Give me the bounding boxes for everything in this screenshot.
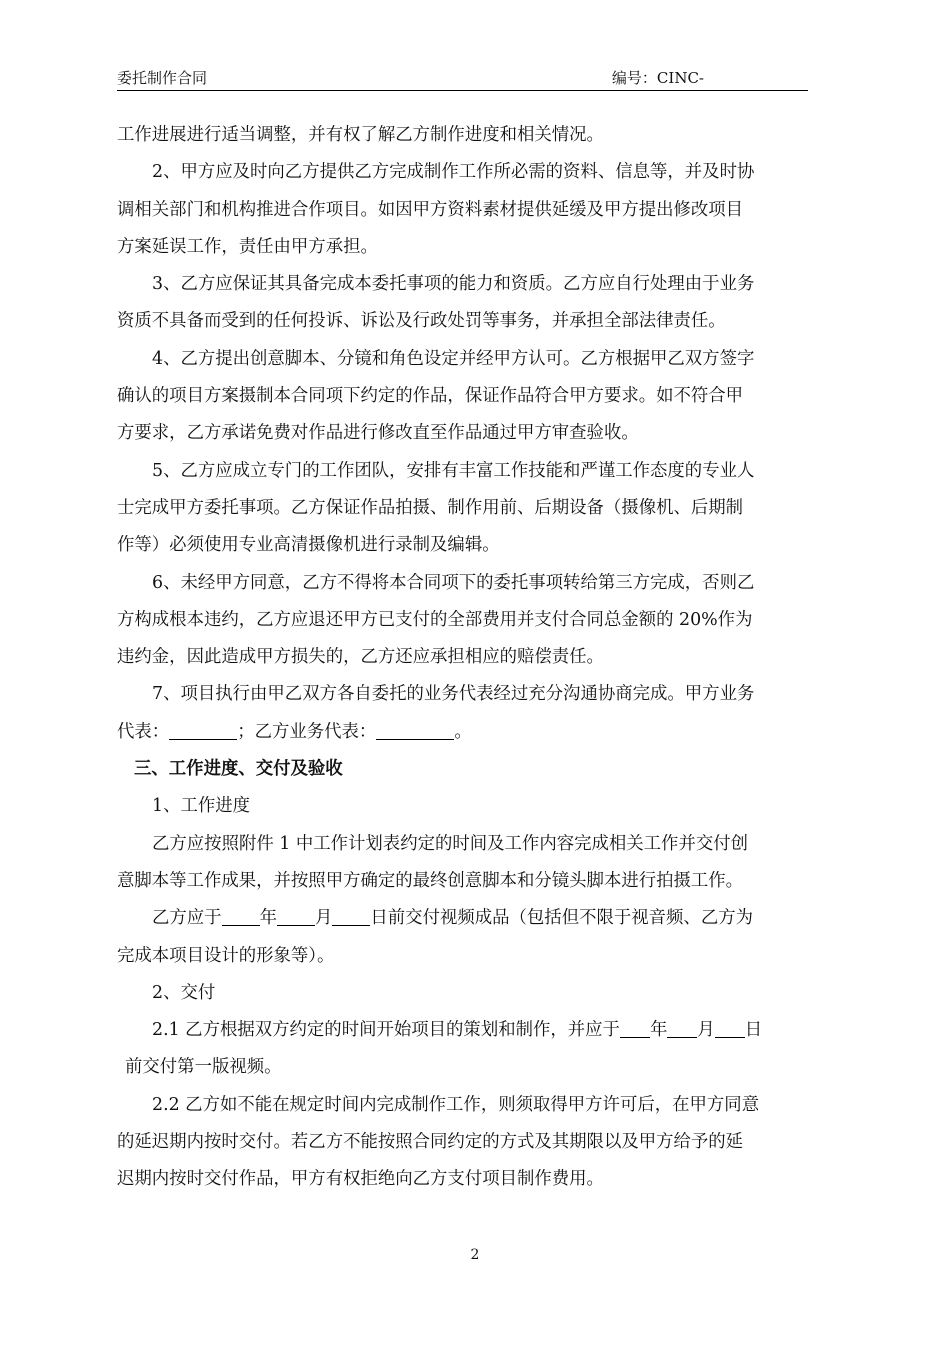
clause-3 — [117, 266, 808, 341]
subsection-heading: 2、交付 — [152, 982, 216, 1003]
text-line: 方案延误工作，责任由甲方承担。 — [117, 236, 378, 257]
text-line: 作等）必须使用专业高清摄像机进行录制及编辑。 — [117, 535, 500, 556]
text-line: 乙方应于 年 月 日前交付视频成品（包括但不限于视音频、乙方为 — [152, 908, 753, 929]
party-b-rep-label: ；乙方业务代表： — [237, 721, 377, 742]
page-header — [117, 66, 808, 91]
month-blank — [277, 908, 315, 926]
paragraph-continued — [117, 117, 808, 154]
text-line: 确认的项目方案摄制本合同项下约定的作品，保证作品符合甲方要求。如不符合甲 — [117, 386, 744, 407]
text-line: 的延迟期内按时交付。若乙方不能按照合同约定的方式及其期限以及甲方给予的延 — [117, 1132, 744, 1153]
text-line: 2、甲方应及时向乙方提供乙方完成制作工作所必需的资料、信息等，并及时协 — [152, 162, 755, 183]
text-line: 代表： ；乙方业务代表： 。 — [117, 721, 472, 742]
text-line: 完成本项目设计的形象等）。 — [117, 945, 335, 966]
clause-7 — [117, 676, 808, 751]
text-line: 7、项目执行由甲乙双方各自委托的业务代表经过充分沟通协商完成。甲方业务 — [152, 684, 755, 705]
clause-2-2 — [117, 1087, 808, 1199]
day-blank — [715, 1020, 745, 1038]
party-b-rep-blank — [376, 721, 454, 739]
day-blank — [332, 908, 370, 926]
subsection-heading: 1、工作进度 — [152, 796, 251, 817]
year-blank — [620, 1020, 650, 1038]
text-line: 前交付第一版视频。 — [125, 1057, 282, 1078]
year-blank — [222, 908, 260, 926]
header-contract-number: 编号：CINC- — [611, 69, 704, 87]
text-line: 士完成甲方委托事项。乙方保证作品拍摄、制作用前、后期设备（摄像机、后期制 — [117, 497, 744, 518]
text-line: 5、乙方应成立专门的工作团队，安排有丰富工作技能和严谨工作态度的专业人 — [152, 460, 755, 481]
text-line: 调相关部门和机构推进合作项目。如因甲方资料素材提供延缓及甲方提出修改项目 — [117, 199, 744, 220]
text-line: 工作进展进行适当调整，并有权了解乙方制作进度和相关情况。 — [117, 125, 604, 145]
clause-5 — [117, 453, 808, 565]
text-line: 意脚本等工作成果，并按照甲方确定的最终创意脚本和分镜头脚本进行拍摄工作。 — [117, 870, 744, 891]
section-heading: 三、工作进度、交付及验收 — [134, 759, 343, 780]
party-a-rep-label: 代表： — [117, 721, 170, 742]
clause-4 — [117, 341, 808, 453]
party-a-rep-blank — [169, 721, 237, 739]
clause-2 — [117, 154, 808, 266]
clause-6 — [117, 565, 808, 677]
text-line: 2.2 乙方如不能在规定时间内完成制作工作，则须取得甲方许可后，在甲方同意 — [152, 1094, 760, 1115]
text-line: 资质不具备而受到的任何投诉、诉讼及行政处罚等事务，并承担全部法律责任。 — [117, 311, 726, 332]
clause-2-1 — [117, 1012, 808, 1087]
page-number: 2 — [470, 1247, 480, 1263]
text-line: 2.1 乙方根据双方约定的时间开始项目的策划和制作，并应于 年 月 日 — [152, 1020, 763, 1041]
header-title: 委托制作合同 — [117, 69, 208, 87]
text-line: 方要求，乙方承诺免费对作品进行修改直至作品通过甲方审查验收。 — [117, 423, 639, 444]
text-line: 4、乙方提出创意脚本、分镜和角色设定并经甲方认可。乙方根据甲乙双方签字 — [152, 348, 755, 369]
text-line: 迟期内按时交付作品，甲方有权拒绝向乙方支付项目制作费用。 — [117, 1169, 604, 1190]
month-blank — [667, 1020, 697, 1038]
schedule-paragraph — [117, 826, 808, 901]
text-line: 乙方应按照附件 1 中工作计划表约定的时间及工作内容完成相关工作并交付创 — [152, 833, 749, 854]
text-line: 方构成根本违约，乙方应退还甲方已支付的全部费用并支付合同总金额的 20%作为 — [117, 609, 753, 630]
text-line: 6、未经甲方同意，乙方不得将本合同项下的委托事项转给第三方完成，否则乙 — [152, 572, 755, 593]
delivery-date-paragraph — [117, 900, 808, 975]
document-body — [117, 117, 808, 1199]
text-line: 违约金，因此造成甲方损失的，乙方还应承担相应的赔偿责任。 — [117, 647, 604, 668]
text-line: 3、乙方应保证其具备完成本委托事项的能力和资质。乙方应自行处理由于业务 — [152, 274, 755, 295]
